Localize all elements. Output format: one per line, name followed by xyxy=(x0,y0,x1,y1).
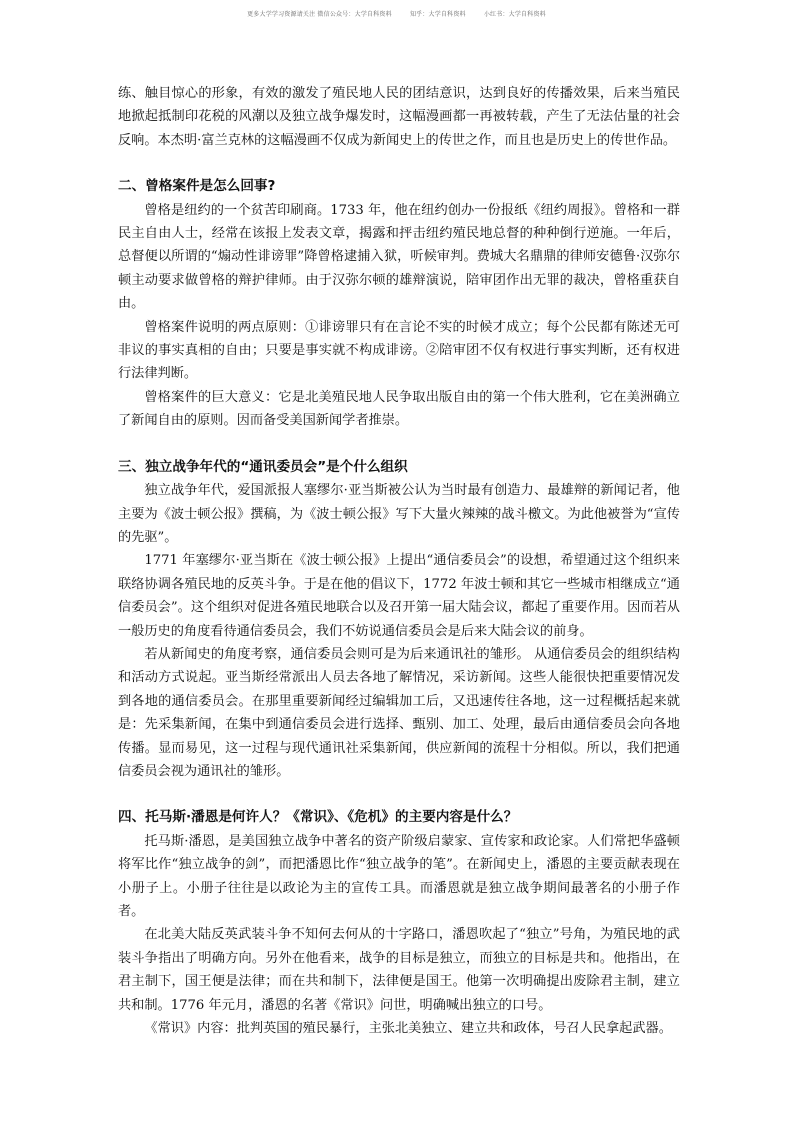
header-text-1: 更多大学学习资源请关注 微信公众号：大学自科资料 xyxy=(247,11,392,18)
page-header xyxy=(0,9,793,18)
document-body xyxy=(118,82,680,1040)
section-4-paragraph-1: 托马斯·潘恩，是美国独立战争中著名的资产阶级启蒙家、宣传家和政论家。人们常把华盛顿将军比作“独立战争的剑”，而把潘恩比作“独立战争的笔”。在新闻史上，潘恩的主要贡献表现在小册子上。小册子往往是以政论为主的宣传工具。而潘恩就是独立战争期间最著名的小册子作者。 xyxy=(118,833,680,919)
section-3-paragraph-3: 若从新闻史的角度考察，通信委员会则可是为后来通讯社的雏形。 从通信委员会的组织结构和活动方式说起。亚当斯经常派出人员去各地了解情况，采访新闻。这些人能很快把重要情况发到各地的通信委员会。在那里重要新闻经过编辑加工后，又迅速传往各地，这一过程概括起来就是：先采集新闻，在集中到通信委员会进行选择、甄别、加工、处理，最后由通信委员会向各地传播。显而易见，这一过程与现代通讯社采集新闻，供应新闻的流程十分相似。所以，我们把通信委员会视为通讯社的雏形。 xyxy=(118,646,680,779)
section-2-paragraph-1: 曾格是纽约的一个贫苦印刷商。1733 年，他在纽约创办一份报纸《纽约周报》。曾格和一群民主自由人士，经常在该报上发表文章，揭露和抨击纽约殖民地总督的种种倒行逆施。一年后，总督便以所谓的“煽动性诽谤罪”降曾格逮捕入狱，听候审判。费城大名鼎鼎的律师安德鲁·汉弥尔顿主动要求做曾格的辩护律师。由于汉弥尔顿的雄辩演说，陪审团作出无罪的裁决，曾格重获自由。 xyxy=(118,202,680,312)
section-4-heading: 四、托马斯·潘恩是何许人？《常识》、《危机》的主要内容是什么？ xyxy=(118,809,518,826)
section-3-paragraph-2: 1771 年塞缪尔·亚当斯在《波士顿公报》上提出“通信委员会”的设想，希望通过这个组织来联络协调各殖民地的反英斗争。于是在他的倡议下，1772 年波士顿和其它一些城市相继成立“通信委员会”。这个组织对促进各殖民地联合以及召开第一届大陆会议，都起了重要作用。因而若从一般历史的角度看待通信委员会，我们不妨说通信委员会是后来大陆会议的前身。 xyxy=(118,553,680,639)
section-3-heading: 三、独立战争年代的“通讯委员会”是个什么组织 xyxy=(118,458,408,475)
section-3-paragraph-1: 独立战争年代，爱国派报人塞缪尔·亚当斯被公认为当时最有创造力、最雄辩的新闻记者，他主要为《波士顿公报》撰稿，为《波士顿公报》写下大量火辣辣的战斗檄文。为此他被誉为“宣传的先驱”。 xyxy=(118,483,680,545)
section-4-paragraph-3: 《常识》内容：批判英国的殖民暴行，主张北美独立、建立共和政体，号召人民拿起武器。 xyxy=(144,1021,672,1037)
header-text-3: 小红书：大学自科资料 xyxy=(483,11,546,18)
section-2-heading: 二、曾格案件是怎么回事? xyxy=(118,178,276,195)
section-2-paragraph-3: 曾格案件的巨大意义：它是北美殖民地人民争取出版自由的第一个伟大胜利，它在美洲确立了新闻自由的原则。因而备受美国新闻学者推崇。 xyxy=(118,389,680,429)
section-2-paragraph-2: 曾格案件说明的两点原则：①诽谤罪只有在言论不实的时候才成立；每个公民都有陈述无可非议的事实真相的自由；只要是事实就不构成诽谤。②陪审团不仅有权进行事实判断，还有权进行法律判断。 xyxy=(118,319,680,382)
intro-paragraph: 练、触目惊心的形象，有效的激发了殖民地人民的团结意识，达到良好的传播效果，后来当殖民地掀起抵制印花税的风潮以及独立战争爆发时，这幅漫画都一再被转载，产生了无法估量的社会反响。本杰明·富兰克林的这幅漫画不仅成为新闻史上的传世之作，而且也是历史上的传世作品。 xyxy=(118,86,680,148)
header-text-2: 知乎：大学自科资料 xyxy=(409,11,466,18)
section-4-paragraph-2: 在北美大陆反英武装斗争不知何去何从的十字路口，潘恩吹起了“独立”号角，为殖民地的武装斗争指出了明确方向。另外在他看来，战争的目标是独立，而独立的目标是共和。他指出，在君主制下，国王便是法律；而在共和制下，法律便是国王。他第一次明确提出废除君主制，建立共和制。1776 年元月，潘恩的名著《常识》问世，明确喊出独立的口号。 xyxy=(118,927,680,1013)
